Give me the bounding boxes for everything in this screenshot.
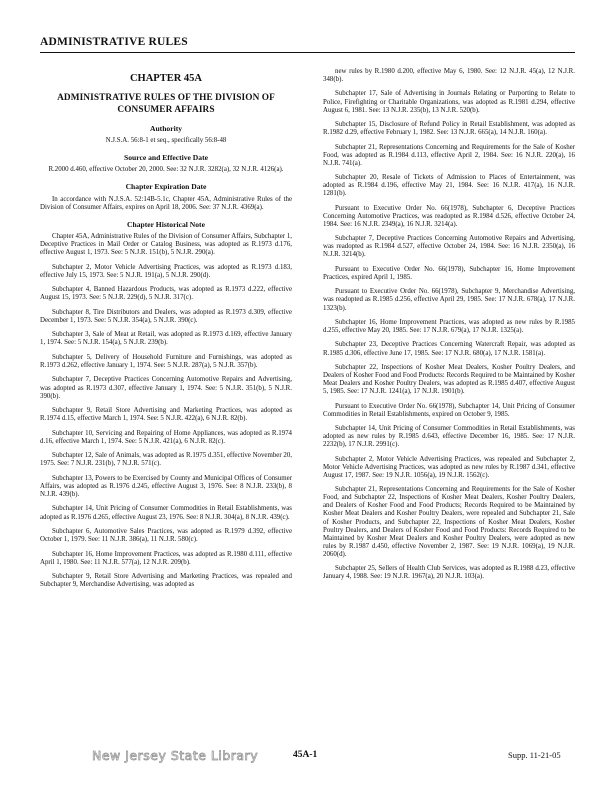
- authority-heading: Authority: [149, 124, 183, 134]
- chapter-heading: CHAPTER 45A: [129, 73, 203, 84]
- history-paragraph: Subchapter 22, Inspections of Kosher Meat Dealers, Kosher Poultry Dealers, and Dealers of Kosher Food and Food Products: Records Required to be Maintained by Kosher Meat Dealers and Kosher Poultry Dealers, was adopted as R.1985 d.407, effective August 5, 1985. See: 17 N.J.R. 1241(a), 17 N.J.R. 1901(b).: [323, 363, 575, 396]
- history-paragraph: Subchapter 5, Delivery of Household Furniture and Furnishings, was adopted as R.1973 d.262, effective January 1, 1974. See: 5 N.J.R. 287(a), 5 N.J.R. 357(b).: [40, 353, 292, 369]
- left-paragraph-list: [40, 233, 292, 590]
- page-number: 45A-1: [293, 750, 318, 760]
- history-paragraph: Subchapter 7, Deceptive Practices Concerning Automotive Repairs and Advertising, was adopted as R.1973 d.307, effective January 1, 1974. See: 5 N.J.R. 351(b), 5 N.J.R. 390(b).: [40, 376, 292, 400]
- source-heading: Source and Effective Date: [123, 153, 208, 163]
- running-header: ADMINISTRATIVE RULES: [40, 36, 188, 48]
- history-paragraph: Subchapter 14, Unit Pricing of Consumer Commodities in Retail Establishments, was adopted as new rules by R.1985 d.643, effective December 16, 1985. See: 17 N.J.R. 2232(b), 17 N.J.R. 2991(c).: [323, 425, 575, 449]
- history-paragraph: Subchapter 15, Disclosure of Refund Policy in Retail Establishment, was adopted as R.1982 d.29, effective February 1, 1982. See: 13 N.J.R. 665(a), 14 N.J.R. 160(a).: [323, 121, 575, 137]
- history-paragraph: Subchapter 9, Retail Store Advertising and Marketing Practices, was adopted as R.1974 d.15, effective March 1, 1974. See: 5 N.J.R. 422(a), 6 N.J.R. 82(b).: [40, 407, 292, 423]
- history-paragraph: Subchapter 2, Motor Vehicle Advertising Practices, was repealed and Subchapter 2, Motor Vehicle Advertising Practices, was adopted as new rules by R.1987 d.341, effective August 17, 1987. See: 19 N.J.R. 1056(a), 19 N.J.R. 1562(c).: [323, 455, 575, 479]
- history-paragraph: Subchapter 20, Resale of Tickets of Admission to Places of Entertainment, was adopted as R.1984 d.196, effective May 21, 1984. See: 16 N.J.R. 417(a), 16 N.J.R. 1281(b).: [323, 174, 575, 198]
- expiration-text: In accordance with N.J.S.A. 52:14B-5.1c, Chapter 45A, Administrative Rules of the Division of Consumer Affairs, expires on April 18, 2006. See: 37 N.J.R. 4369(a).: [40, 195, 292, 211]
- history-paragraph: Subchapter 4, Banned Hazardous Products, was adopted as R.1973 d.222, effective August 15, 1973. See: 5 N.J.R. 229(d), 5 N.J.R. 317(c).: [40, 286, 292, 302]
- history-paragraph: Subchapter 13, Powers to be Exercised by County and Municipal Offices of Consumer Affairs, was adopted as R.1976 d.245, effective August 3, 1976. See: 8 N.J.R. 233(b), 8 N.J.R. 439(b).: [40, 474, 292, 498]
- history-paragraph: Subchapter 16, Home Improvement Practices, was adopted as new rules by R.1985 d.255, effective May 20, 1985. See: 17 N.J.R. 679(a), 17 N.J.R. 1325(a).: [323, 318, 575, 335]
- history-paragraph: Subchapter 14, Unit Pricing of Consumer Commodities in Retail Establishments, was adopted as R.1976 d.265, effective August 23, 1976. See: 8 N.J.R. 304(a), 8 N.J.R. 439(c).: [40, 505, 292, 521]
- history-paragraph: Subchapter 2, Motor Vehicle Advertising Practices, was adopted as R.1973 d.183, effective July 15, 1973. See: 5 N.J.R. 191(a), 5 N.J.R. 290(d).: [40, 263, 292, 279]
- left-column: [40, 64, 292, 596]
- history-paragraph: Chapter 45A, Administrative Rules of the Division of Consumer Affairs, Subchapter 1, Deceptive Practices in Mail Order or Catalog Business, was adopted as R.1973 d.176, effective August 1, 1973. See: 5 N.J.R. 151(b), 5 N.J.R. 290(a).: [40, 232, 292, 257]
- history-paragraph: Pursuant to Executive Order No. 66(1978), Subchapter 16, Home Improvement Practices, expired April 1, 1985.: [323, 265, 575, 281]
- history-paragraph: Subchapter 23, Deceptive Practices Concerning Watercraft Repair, was adopted as R.1985 d.306, effective June 17, 1985. See: 17 N.J.R. 680(a), 17 N.J.R. 1581(a).: [323, 341, 575, 357]
- history-paragraph: Subchapter 12, Sale of Animals, was adopted as R.1975 d.351, effective November 20, 1975. See: 7 N.J.R. 231(b), 7 N.J.R. 571(c).: [40, 452, 292, 468]
- history-paragraph: Subchapter 8, Tire Distributors and Dealers, was adopted as R.1973 d.309, effective December 1, 1973. See: 5 N.J.R. 354(a), 5 N.J.R. 390(c).: [40, 308, 292, 324]
- supplement-date: Supp. 11-21-05: [508, 750, 561, 760]
- source-text: R.2000 d.460, effective October 20, 2000. See: 32 N.J.R. 3282(a), 32 N.J.R. 4126(a).: [48, 166, 284, 174]
- chapter-title: ADMINISTRATIVE RULES OF THE DIVISION OF CONSUMER AFFAIRS: [57, 93, 275, 115]
- history-paragraph: Subchapter 7, Deceptive Practices Concerning Automotive Repairs and Advertising, was readopted as R.1984 d.527, effective October 24, 1984. See: 16 N.J.R. 2350(a), 16 N.J.R. 3214(b).: [323, 235, 575, 259]
- authority-text: N.J.S.A. 56:8-1 et seq., specifically 56:8-48: [105, 137, 227, 145]
- history-heading: Chapter Historical Note: [127, 219, 205, 229]
- expiration-heading: Chapter Expiration Date: [125, 182, 207, 192]
- history-paragraph: Subchapter 9, Retail Store Advertising and Marketing Practices, was repealed and Subchapter 9, Merchandise Advertising, was adopted as: [40, 573, 292, 589]
- history-paragraph: Pursuant to Executive Order No. 66(1978), Subchapter 9, Merchandise Advertising, was readopted as R.1985 d.256, effective April 29, 1985. See: 17 N.J.R. 678(a), 17 N.J.R. 1323(b).: [323, 288, 575, 312]
- history-paragraph: Subchapter 6, Automotive Sales Practices, was adopted as R.1979 d.392, effective October 1, 1979. See: 11 N.J.R. 386(a), 11 N.J.R. 580(c).: [40, 528, 292, 544]
- history-paragraph: Subchapter 25, Sellers of Health Club Services, was adopted as R.1988 d.23, effective January 4, 1988. See: 19 N.J.R. 1967(a), 20 N.J.R. 103(a).: [323, 565, 575, 581]
- right-paragraph-list: [323, 68, 575, 582]
- header-rule: [40, 52, 575, 53]
- history-paragraph: Subchapter 17, Sale of Advertising in Journals Relating or Purporting to Relate to Police, Firefighting or Charitable Organizations, was adopted as R.1981 d.294, effective August 6, 1981. See: 13 N.J.R. 235(b), 13 N.J.R. 520(b).: [323, 90, 575, 114]
- history-paragraph: Subchapter 21, Representations Concerning and Requirements for the Sale of Kosher Food, and Subchapter 22, Inspections of Kosher Meat Dealers, Kosher Poultry Dealers, and Dealers of Kosher Food and Food Products; Records Required to be Maintained by Kosher Meat Dealers and Kosher Poultry Dealers, were repealed and Subchapter 21, Sale of Kosher Products, and Subchapter 22, Inspections of Kosher Meat Dealers, Kosher Poultry Dealers, and Dealers of Kosher Food and Food Products: Records Required to be Maintained by Kosher Meat Dealers and Kosher Poultry Dealers, were adopted as new rules by R.1987 d.450, effective November 2, 1987. See: 19 N.J.R. 1069(a), 19 N.J.R. 2060(d).: [323, 486, 575, 558]
- history-paragraph: Subchapter 3, Sale of Meat at Retail, was adopted as R.1973 d.169, effective January 1, 1974. See: 5 N.J.R. 154(a), 5 N.J.R. 239(b).: [40, 331, 292, 347]
- history-paragraph: Subchapter 21, Representations Concerning and Requirements for the Sale of Kosher Food, was adopted as R.1984 d.113, effective April 2, 1984. See: 16 N.J.R. 220(a), 16 N.J.R. 741(a).: [323, 143, 575, 167]
- right-column: [323, 68, 575, 588]
- history-paragraph: Pursuant to Executive Order No. 66(1978), Subchapter 14, Unit Pricing of Consumer Commodities in Retail Establishments, expired on October 9, 1985.: [323, 402, 575, 418]
- history-paragraph: Pursuant to Executive Order No. 66(1978), Subchapter 6, Deceptive Practices Concerning Automotive Practices, was readopted as R.1984 d.526, effective October 24, 1984. See: 16 N.J.R. 2349(a), 16 N.J.R. 3214(a).: [323, 204, 575, 228]
- history-paragraph: new rules by R.1980 d.200, effective May 6, 1980. See: 12 N.J.R. 45(a), 12 N.J.R. 348(b).: [323, 68, 575, 84]
- history-paragraph: Subchapter 16, Home Improvement Practices, was adopted as R.1980 d.111, effective April 1, 1980. See: 11 N.J.R. 577(a), 12 N.J.R. 209(b).: [40, 550, 292, 566]
- library-watermark-logo: New Jersey State Library: [92, 748, 259, 763]
- history-paragraph: Subchapter 10, Servicing and Repairing of Home Appliances, was adopted as R.1974 d.16, effective March 1, 1974. See: 5 N.J.R. 421(a), 6 N.J.R. 82(c).: [40, 429, 292, 445]
